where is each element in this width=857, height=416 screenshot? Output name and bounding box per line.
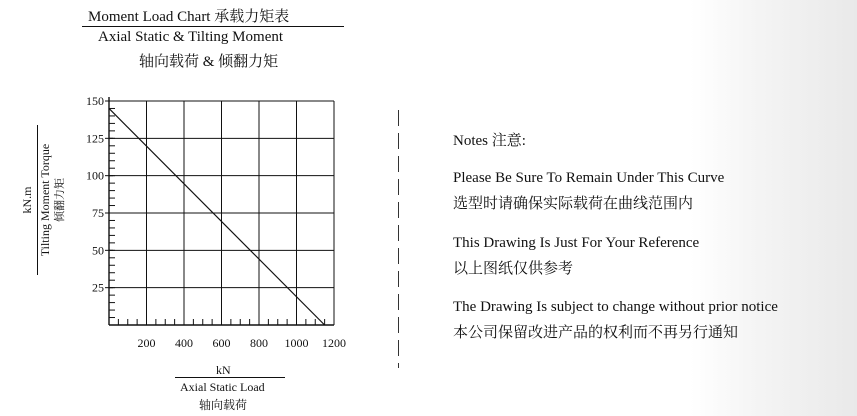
series	[109, 108, 325, 325]
x-axis-label-en: Axial Static Load	[180, 380, 265, 394]
note-2-cn: 以上图纸仅供参考	[453, 261, 574, 277]
chart-title: Moment Load Chart 承载力矩表	[88, 9, 290, 25]
x-axis-label-cn: 轴向载荷	[199, 398, 248, 412]
x-tick-label-200: 200	[137, 336, 156, 350]
note-2-en: This Drawing Is Just For Your Reference	[453, 235, 700, 251]
note-1-en: Please Be Sure To Remain Under This Curve	[453, 170, 725, 186]
y-axis-label-en: Tilting Moment Torque	[38, 143, 52, 257]
y-tick-label-75: 75	[92, 206, 104, 220]
x-tick-label-1200: 1200	[322, 336, 346, 350]
x-tick-label-400: 400	[175, 336, 193, 350]
dashed-divider	[398, 110, 399, 368]
load-curve-line	[109, 108, 325, 325]
x-axis-label-rule	[175, 377, 285, 378]
y-tick-label-100: 100	[86, 168, 104, 183]
notes-title: Notes 注意:	[453, 133, 526, 149]
y-tick-label-50: 50	[92, 243, 104, 258]
note-3-cn: 本公司保留改进产品的权利而不再另行通知	[453, 325, 739, 341]
y-tick-label-125: 125	[86, 131, 104, 146]
y-tick-label-150: 150	[86, 94, 104, 108]
y-axis-label-cn: 倾翻力矩	[54, 178, 66, 222]
y-axis-unit: kN.m	[17, 125, 38, 275]
note-3-en: The Drawing Is subject to change without prior notice	[453, 299, 778, 315]
chart-subtitle-en: Axial Static & Tilting Moment	[98, 29, 284, 45]
x-axis-unit: kN	[216, 363, 231, 377]
tick-labels	[86, 94, 346, 350]
x-tick-label-800: 800	[250, 336, 268, 350]
note-1-cn: 选型时请确保实际载荷在曲线范围内	[453, 196, 694, 212]
y-tick-label-25: 25	[92, 280, 104, 295]
chart-subtitle-cn: 轴向载荷 & 倾翻力矩	[139, 54, 279, 70]
x-tick-label-600: 600	[212, 336, 231, 350]
x-tick-label-1000: 1000	[284, 336, 309, 350]
grid	[109, 101, 334, 325]
